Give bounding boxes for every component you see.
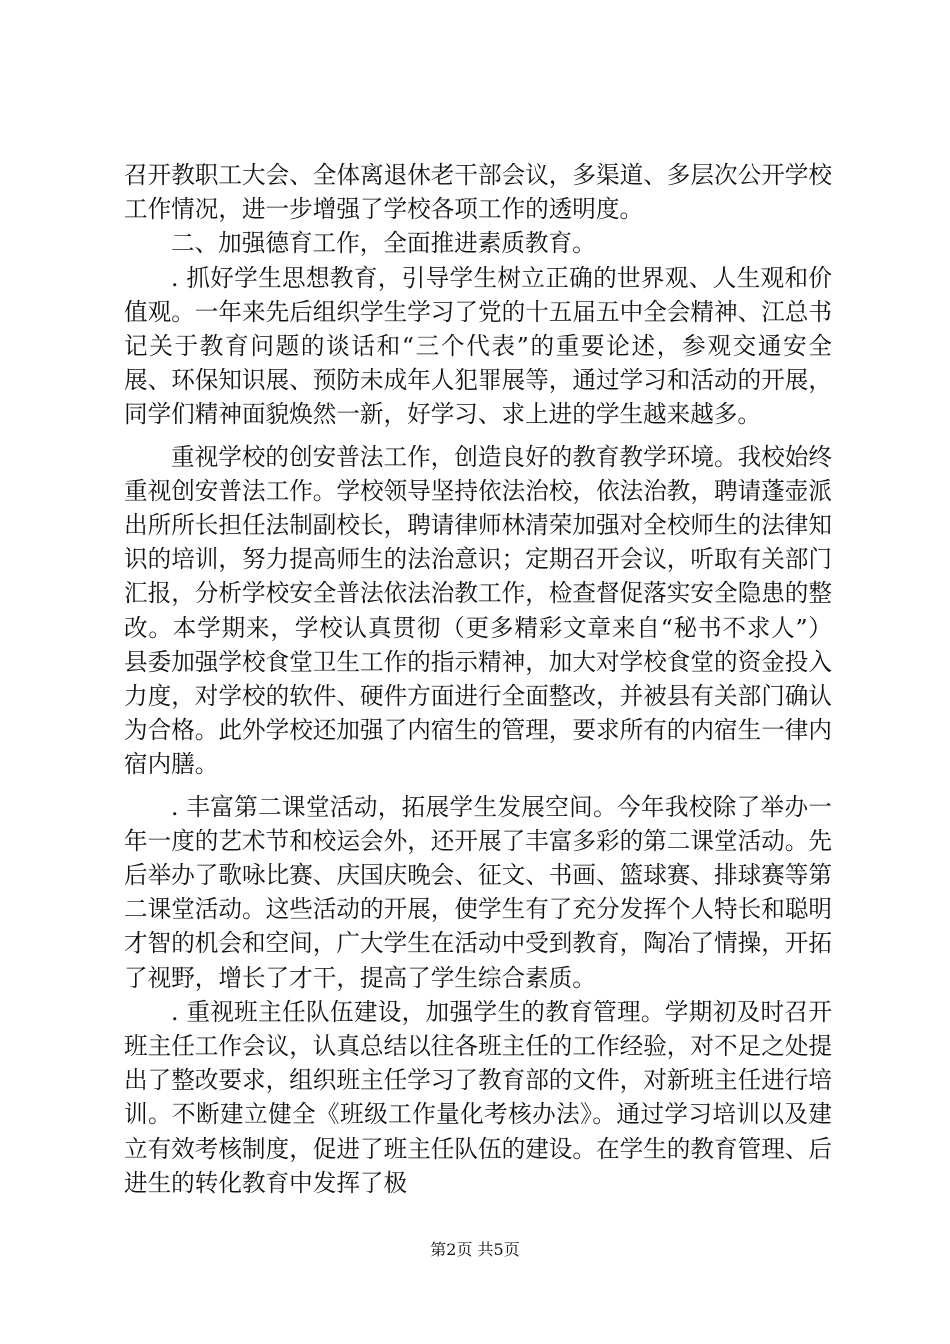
section-heading: 二、加强德育工作，全面推进素质教育。 [171,229,596,258]
document-body [124,158,832,1200]
paragraph-head-teacher: . 重视班主任队伍建设，加强学生的教育管理。学期初及时召开班主任工作会议，认真总结以往各班主任的工作经验，对不足之处提出了整改要求，组织班主任学习了教育部的文件，对新班主任进行培训。不断建立健全《班级工作量化考核办法》。通过学习培训以及建立有效考核制度，促进了班主任队伍的建设。在学生的教育管理、后进生的转化教育中发挥了极 [124,997,832,1197]
paragraph-ideology-education: . 抓好学生思想教育，引导学生树立正确的世界观、人生观和价值观。一年来先后组织学生学习了党的十五届五中全会精神、江总书记关于教育问题的谈话和“三个代表”的重要论述，参观交通安全展、环保知识展、预防未成年人犯罪展等，通过学习和活动的开展，同学们精神面貌焕然一新，好学习、求上进的学生越来越多。 [124,263,832,429]
page-number-footer: 第2页 共5页 [430,1240,520,1259]
paragraph-continuation: 召开教职工大会、全体离退休老干部会议，多渠道、多层次公开学校工作情况，进一步增强了学校各项工作的透明度。 [124,161,832,224]
paragraph-second-classroom: . 丰富第二课堂活动，拓展学生发展空间。今年我校除了举办一年一度的艺术节和校运会外，还开展了丰富多彩的第二课堂活动。先后举办了歌咏比赛、庆国庆晚会、征文、书画、篮球赛、排球赛等第二课堂活动。这些活动的开展，使学生有了充分发挥个人特长和聪明才智的机会和空间，广大学生在活动中受到教育，陶冶了情操，开拓了视野，增长了才干，提高了学生综合素质。 [124,792,832,992]
paragraph-legal-education: 重视学校的创安普法工作，创造良好的教育教学环境。我校始终重视创安普法工作。学校领导坚持依法治校，依法治教，聘请蓬壶派出所所长担任法制副校长，聘请律师林清荣加强对全校师生的法律知识的培训，努力提高师生的法治意识；定期召开会议，听取有关部门汇报，分析学校安全普法依法治教工作，检查督促落实安全隐患的整改。本学期来，学校认真贯彻（更多精彩文章来自“秘书不求人”）县委加强学校食堂卫生工作的指示精神，加大对学校食堂的资金投入力度，对学校的软件、硬件方面进行全面整改，并被县有关部门确认为合格。此外学校还加强了内宿生的管理，要求所有的内宿生一律内宿内膳。 [124,442,832,779]
